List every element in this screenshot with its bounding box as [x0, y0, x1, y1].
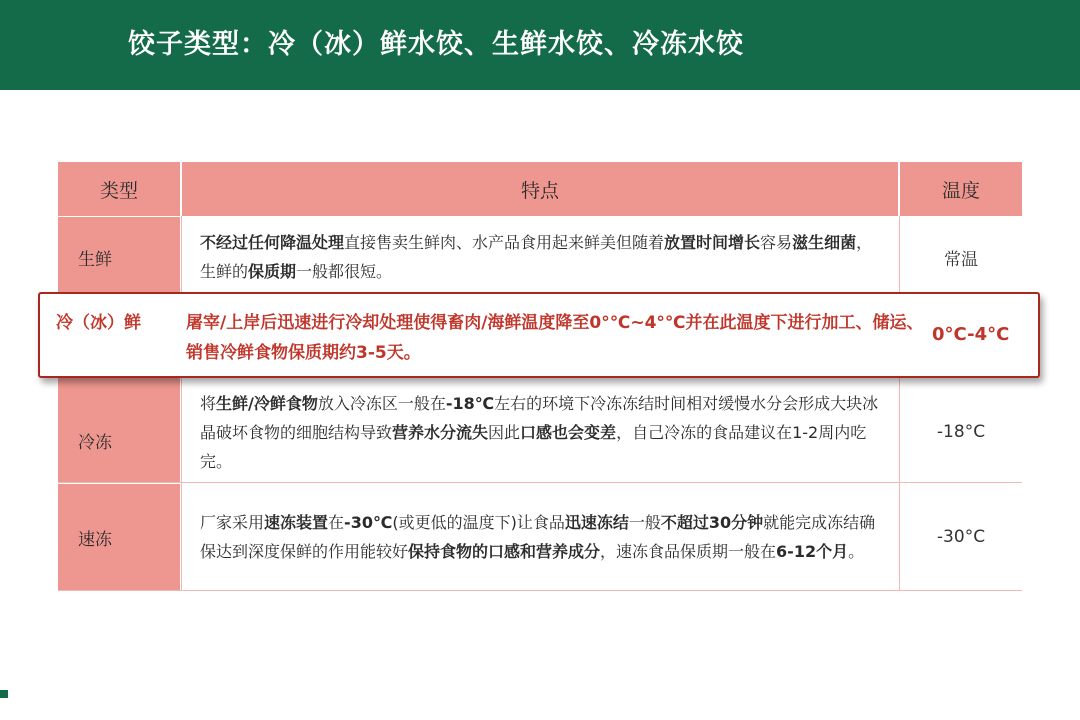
- callout-temp: 0°C-4°C: [932, 324, 1010, 345]
- column-header-temp: 温度: [900, 162, 1022, 216]
- row-type-fresh: 生鲜: [58, 217, 180, 297]
- emphasis-text: 放置时间增长: [664, 233, 761, 252]
- body-text: 一般都很短。: [296, 262, 393, 281]
- body-text: 厂家采用: [200, 513, 265, 532]
- body-text: 一般: [628, 513, 661, 532]
- corner-mark: [0, 690, 8, 698]
- emphasis-text: 迅速冻结: [564, 513, 629, 532]
- emphasis-text: -18℃: [445, 393, 495, 413]
- row-feature-fresh: [182, 217, 898, 297]
- body-text: 容易: [760, 233, 793, 252]
- body-text: 因此: [488, 422, 521, 442]
- emphasis-text: 速冻装置: [264, 513, 329, 532]
- row-feature-quickfrozen: [182, 484, 898, 590]
- body-text: 左右的环境下冷冻冻结时间相对缓慢水分会形成大块冰晶破坏食物的细胞结构导致: [200, 393, 879, 442]
- row-feature-frozen: [182, 384, 898, 480]
- emphasis-text: 不经过任何降温处理: [200, 233, 345, 252]
- grid-line: [181, 216, 182, 590]
- emphasis-text: 生鲜/冷鲜食物: [216, 393, 318, 413]
- highlight-callout-chilled: [38, 292, 1040, 378]
- emphasis-text: 口感也会变差: [520, 422, 617, 442]
- emphasis-text: 滋生细菌: [792, 233, 857, 252]
- body-text: 在: [328, 513, 345, 532]
- column-header-type: 类型: [58, 162, 180, 216]
- body-text: 放入冷冻区一般在: [317, 393, 446, 413]
- body-text: ，生鲜的: [200, 233, 873, 281]
- body-text: 将: [200, 393, 217, 413]
- body-text: (或更低的温度下)让食品: [392, 513, 565, 532]
- emphasis-text: -30℃: [344, 513, 393, 532]
- emphasis-text: 6-12个月: [776, 542, 849, 561]
- row-temp-fresh: 常温: [944, 249, 978, 270]
- emphasis-text: 保质期: [248, 262, 297, 281]
- callout-type: 冷（冰）鲜: [56, 313, 141, 333]
- row-temp-quickfrozen: -30°C: [936, 527, 986, 547]
- emphasis-text: 保持食物的口感和营养成分: [408, 542, 601, 561]
- emphasis-text: 不超过30分钟: [660, 513, 764, 532]
- body-text: 直接售卖生鲜肉、水产品食用起来鲜美但随着: [344, 233, 665, 252]
- grid-line: [899, 216, 900, 590]
- body-text: ，速冻食品保质期一般在: [600, 542, 777, 561]
- row-temp-frozen: -18°C: [936, 422, 986, 442]
- row-type-frozen: 冷冻: [58, 378, 180, 482]
- row-type-quickfrozen: 速冻: [58, 484, 180, 590]
- page-title: 饺子类型：冷（冰）鲜水饺、生鲜水饺、冷冻水饺: [128, 29, 744, 60]
- emphasis-text: 营养水分流失: [392, 422, 489, 442]
- body-text: ，自己冷冻的食品建议在1-2周内吃完。: [200, 422, 867, 471]
- body-text: 就能完成冻结确保达到深度保鲜的作用能较好: [200, 513, 876, 561]
- callout-feature: 屠宰/上岸后迅速进行冷却处理使得畜肉/海鲜温度降至0°℃~4°℃并在此温度下进行加工、储运、销售冷鲜食物保质期约3-5天。: [186, 313, 924, 363]
- grid-line: [58, 482, 1022, 483]
- grid-line: [58, 590, 1022, 591]
- body-text: 。: [848, 542, 865, 561]
- column-header-feature: 特点: [182, 162, 898, 216]
